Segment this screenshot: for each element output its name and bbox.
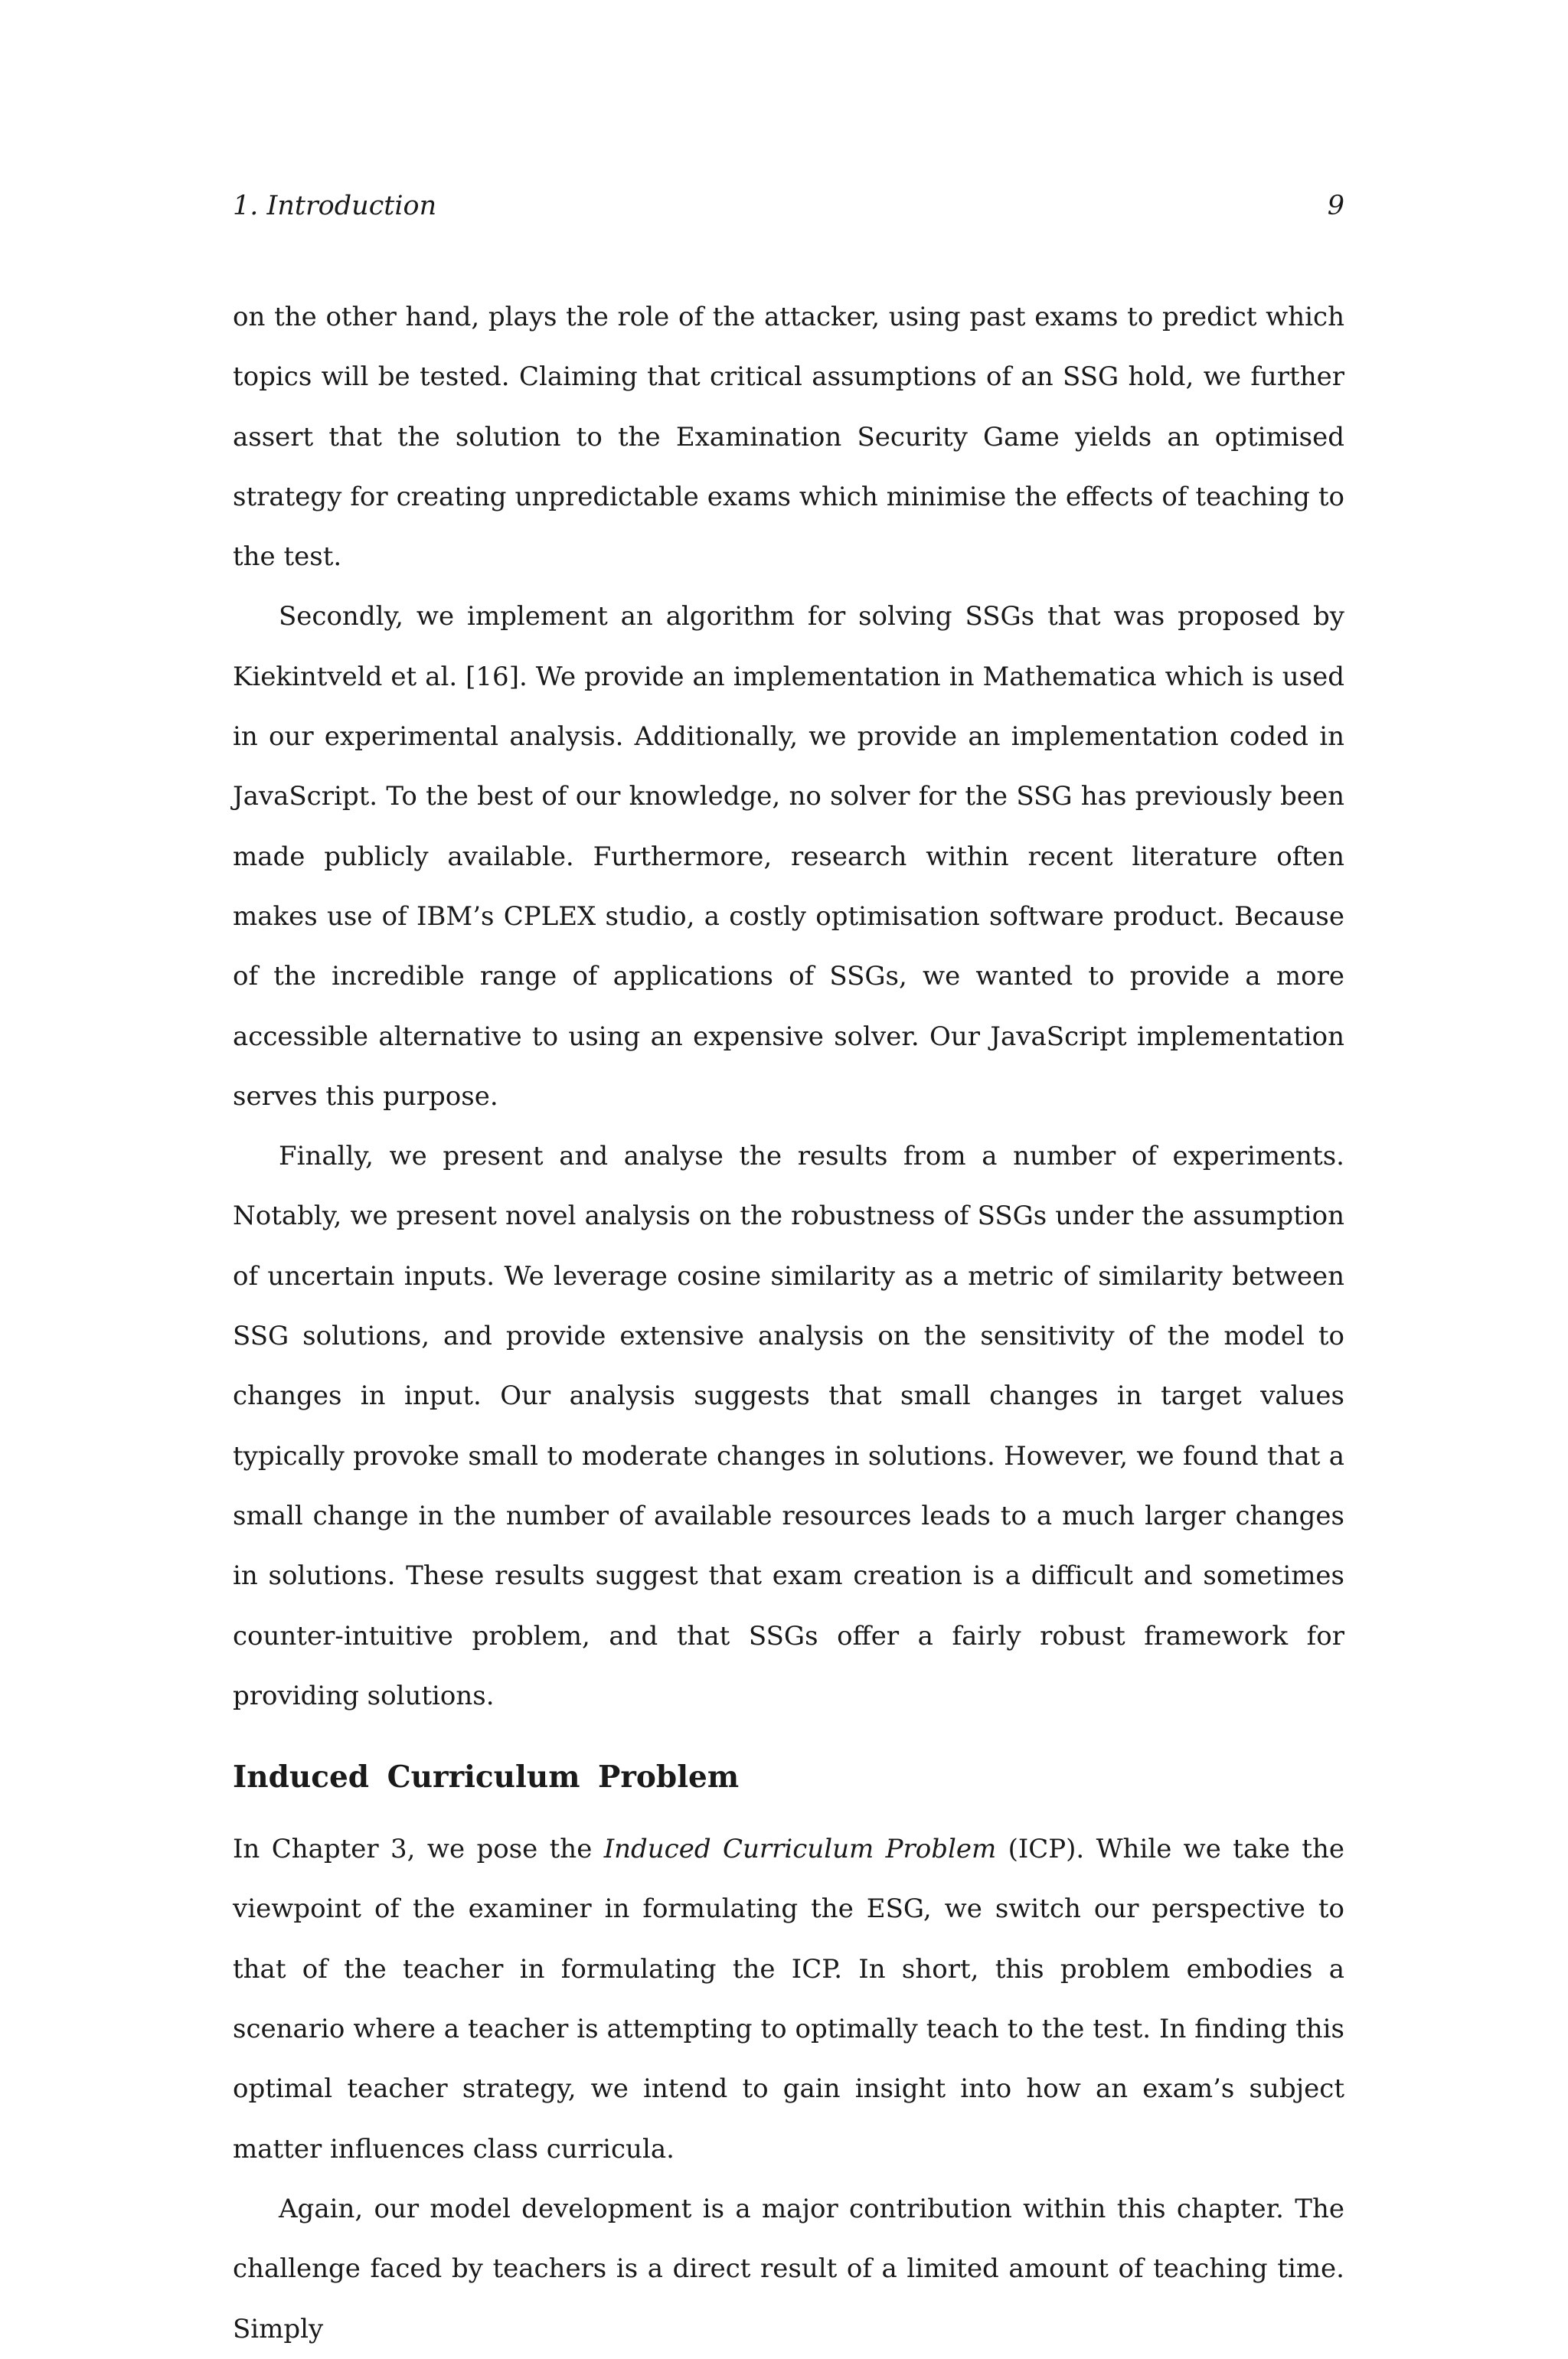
section-paragraph-2: Again, our model development is a major contribution within this chapter. The challenge faced by teachers is a direct result of a limited amount of teaching time. Simply — [233, 2193, 1344, 2344]
section-paragraph-1-rest: (ICP). While we take the viewpoint of the examiner in formulating the ESG, we switch our perspective to that of the teacher in formulating the ICP. In short, this problem embodies a scenario where a teacher is attempting to optimally teach to the test. In finding this optimal teacher strategy, we intend to gain insight into how an exam’s subject matter influences class curricula. — [233, 1834, 1344, 2165]
section-paragraph-1 — [233, 1819, 1344, 2179]
body-paragraph-1: on the other hand, plays the role of the attacker, using past exams to predict which topics will be tested. Claiming that critical assumptions of an SSG hold, we further assert that the solution to the Examination Security Game yields an optimised strategy for creating unpredictable exams which minimise the effects of teaching to the test. — [233, 302, 1344, 573]
page-body — [233, 287, 1344, 2359]
icp-term: Induced Curriculum Problem — [603, 1834, 997, 1865]
running-header-chapter: 1. Introduction — [233, 191, 437, 221]
page-number: 9 — [1327, 191, 1344, 221]
section-heading: Induced Curriculum Problem — [233, 1759, 740, 1795]
section-paragraph-1-start: In Chapter 3, we pose the — [233, 1834, 604, 1865]
body-paragraph-3: Finally, we present and analyse the results from a number of experiments. Notably, we present novel analysis on the robustness of SSGs under the assumption of uncertain inputs. We leverage cosine similarity as a metric of similarity between SSG solutions, and provide extensive analysis on the sensitivity of the model to changes in input. Our analysis suggests that small changes in target values typically provoke small to moderate changes in solutions. However, we found that a small change in the number of available resources leads to a much larger changes in solutions. These results suggest that exam creation is a difficult and sometimes counter-intuitive problem, and that SSGs offer a fairly robust framework for providing solutions. — [233, 1141, 1344, 1711]
running-header — [233, 187, 1344, 225]
body-paragraph-2: Secondly, we implement an algorithm for solving SSGs that was proposed by Kiekintveld et al. [16]. We provide an implementation in Mathematica which is used in our experimental analysis. Additionally, we provide an implementation coded in JavaScript. To the best of our knowledge, no solver for the SSG has previously been made publicly available. Furthermore, research within recent literature often makes use of IBM’s CPLEX studio, a costly optimisation software product. Because of the incredible range of applications of SSGs, we wanted to provide a more accessible alternative to using an expensive solver. Our JavaScript implementation serves this purpose. — [233, 601, 1344, 1112]
